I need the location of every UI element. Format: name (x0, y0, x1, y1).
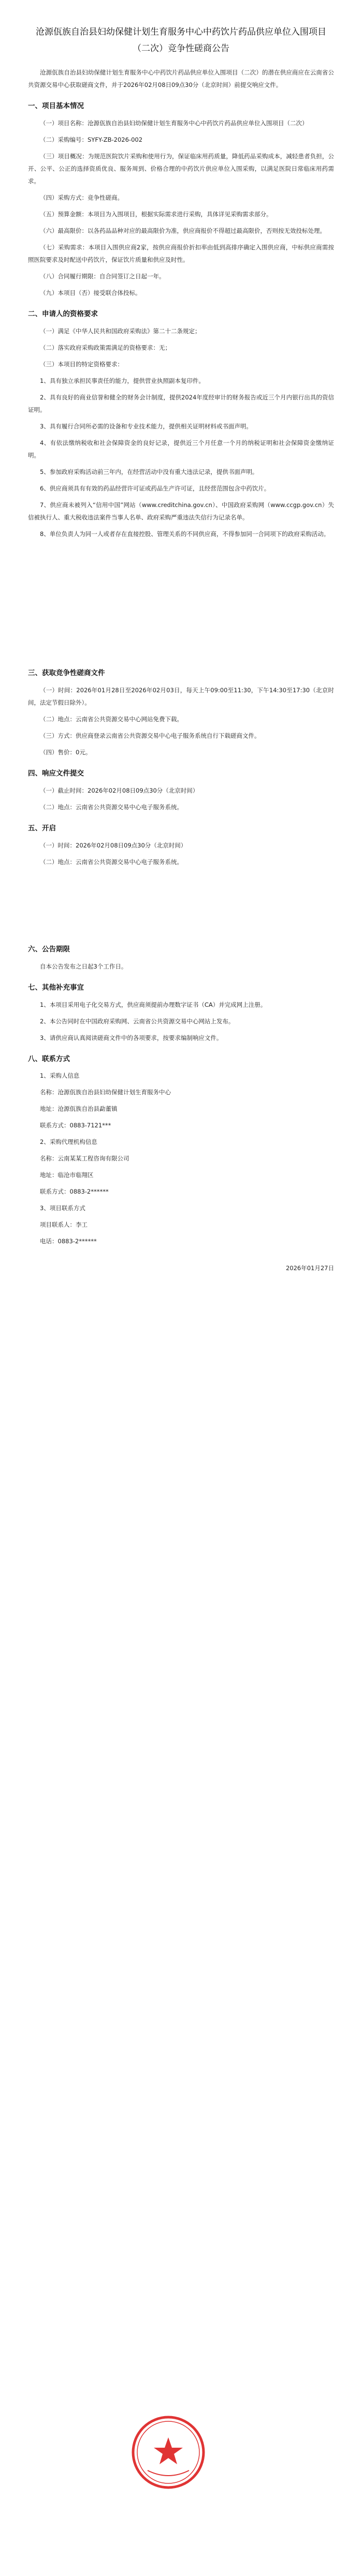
section-2-item: 7、供应商未被列入“信用中国”网站（www.creditchina.gov.cn）、中国政府采购网（www.ccgp.gov.cn）失信被执行人、重大税收违法案件当事人名单、政府采购严重违法失信行为记录名单。 (28, 501, 334, 521)
section-2-item: 3、具有履行合同所必需的设备和专业技术能力，提供相关证明材料或书面声明。 (40, 423, 252, 430)
section-2-item: 5、参加政府采购活动前三年内，在经营活动中没有重大违法记录，提供书面声明。 (40, 468, 258, 475)
section-5-item: （一）时间：2026年02月08日09点30分（北京时间） (40, 842, 187, 849)
section-7-item: 3、请供应商认真阅读磋商文件中的各项要求，按要求编制响应文件。 (40, 1034, 223, 1041)
section-1-item: （二）采购编号：SYFY-ZB-2026-002 (40, 136, 143, 143)
contact-line: 联系方式：0883-2****** (40, 1188, 109, 1195)
section-4-heading: 四、响应文件提交 (28, 769, 84, 778)
contact-line: 2、采购代理机构信息 (40, 1138, 97, 1145)
section-2-item: 6、供应商须具有有效的药品经营许可证或药品生产许可证，且经营范围包含中药饮片。 (40, 485, 270, 492)
section-1-item: （三）项目概况：为规范医院饮片采购和使用行为，保证临床用药质量，降低药品采购成本，减轻患者负担，公开、公平、公正的选择资质优良、服务周到、价格合理的中药饮片供应单位入围采购，以满足医院日常临床用药需求。 (28, 153, 334, 185)
section-2-item: （二）落实政府采购政策需满足的资格要求：无； (40, 344, 171, 351)
section-7-item: 1、本项目采用电子化交易方式，供应商须提前办理数字证书（CA）并完成网上注册。 (40, 1001, 267, 1008)
spacer (28, 872, 334, 934)
section-2-item: 2、具有良好的商业信誉和健全的财务会计制度，提供2024年度经审计的财务报告或近三个月内银行出具的资信证明。 (28, 394, 334, 413)
section-7-heading: 七、其他补充事宜 (28, 984, 84, 992)
contact-line: 地址：临沧市临翔区 (40, 1171, 94, 1179)
section-5-item: （二）地点：云南省公共资源交易中心电子服务系统。 (40, 858, 183, 866)
spacer (28, 544, 334, 658)
section-1-item: （五）预算金额：本项目为入围项目，根据实际需求进行采购，具体详见采购需求部分。 (40, 211, 272, 218)
section-8-heading: 八、联系方式 (28, 1055, 70, 1063)
section-1-item: （四）采购方式：竞争性磋商。 (40, 194, 123, 201)
contact-line: 名称：沧源佤族自治县妇幼保健计划生育服务中心 (40, 1089, 171, 1096)
contact-line: 项目联系人：李工 (40, 1221, 88, 1228)
section-1-item: （七）采购需求：本项目入围供应商2家，按供应商报价折扣率由低到高排序确定入围供应商，中标供应商需按照医院要求及时配送中药饮片，保证饮片质量和供应及时性。 (28, 244, 334, 263)
section-3-item: （一）时间：2026年01月28日至2026年02月03日，每天上午09:00至11:30，下午14:30至17:30（北京时间，法定节假日除外）。 (28, 687, 334, 706)
section-6-heading: 六、公告期限 (28, 945, 70, 954)
contact-line: 名称：云南某某工程咨询有限公司 (40, 1155, 129, 1162)
section-2-heading: 二、申请人的资格要求 (28, 310, 98, 318)
issue-date: 2026年01月27日 (285, 1264, 334, 1272)
section-6-item: 自本公告发布之日起3个工作日。 (40, 963, 127, 970)
section-1-item: （六）最高限价：以各药品品种对应的最高限价为准，供应商报价不得超过最高限价，否则按无效投标处理。 (40, 227, 326, 234)
section-7-item: 2、本公告同时在中国政府采购网、云南省公共资源交易中心网站上发布。 (40, 1018, 235, 1025)
contact-line: 联系方式：0883-7121*** (40, 1122, 111, 1129)
section-3-heading: 三、获取竞争性磋商文件 (28, 669, 105, 677)
page-title: 沧源佤族自治县妇幼保健计划生育服务中心中药饮片药品供应单位入围项目（二次）竞争性磋商公告 (36, 27, 326, 54)
section-3-item: （四）售价：0元。 (40, 749, 92, 756)
section-1-item: （九）本项目（否）接受联合体投标。 (40, 289, 141, 296)
section-2-item: （一）满足《中华人民共和国政府采购法》第二十二条规定； (40, 327, 201, 335)
official-seal-icon (129, 2414, 207, 2491)
section-4-item: （二）地点：云南省公共资源交易中心电子服务系统。 (40, 803, 183, 811)
section-2-item: 8、单位负责人为同一人或者存在直接控股、管理关系的不同供应商，不得参加同一合同项下的政府采购活动。 (40, 530, 330, 538)
section-4-item: （一）截止时间：2026年02月08日09点30分（北京时间） (40, 787, 199, 794)
contact-line: 电话：0883-2****** (40, 1238, 97, 1245)
contact-line: 1、采购人信息 (40, 1072, 80, 1079)
contact-line: 地址：沧源佤族自治县勐董镇 (40, 1105, 118, 1112)
contact-line: 3、项目联系方式 (40, 1204, 85, 1212)
section-2-item: （三）本项目的特定资格要求： (40, 361, 123, 368)
intro-paragraph: 沧源佤族自治县妇幼保健计划生育服务中心中药饮片药品供应单位入围项目（二次）的潜在供应商应在云南省公共资源交易中心获取磋商文件，并于2026年02月08日09点30分（北京时间）前提交响应文件。 (28, 69, 334, 88)
section-3-item: （二）地点：云南省公共资源交易中心网站免费下载。 (40, 716, 183, 723)
section-3-item: （三）方式：供应商登录云南省公共资源交易中心电子服务系统自行下载磋商文件。 (40, 732, 260, 739)
section-5-heading: 五、开启 (28, 824, 56, 832)
section-2-item: 1、具有独立承担民事责任的能力，提供营业执照副本复印件。 (40, 377, 205, 384)
section-2-item: 4、有依法缴纳税收和社会保障资金的良好记录，提供近三个月任意一个月的纳税证明和社会保障资金缴纳证明。 (28, 439, 334, 459)
section-1-item: （一）项目名称：沧源佤族自治县妇幼保健计划生育服务中心中药饮片药品供应单位入围项目（二次） (40, 120, 308, 127)
section-1-heading: 一、项目基本情况 (28, 102, 84, 110)
section-1-item: （八）合同履行期限：自合同签订之日起一年。 (40, 273, 165, 280)
